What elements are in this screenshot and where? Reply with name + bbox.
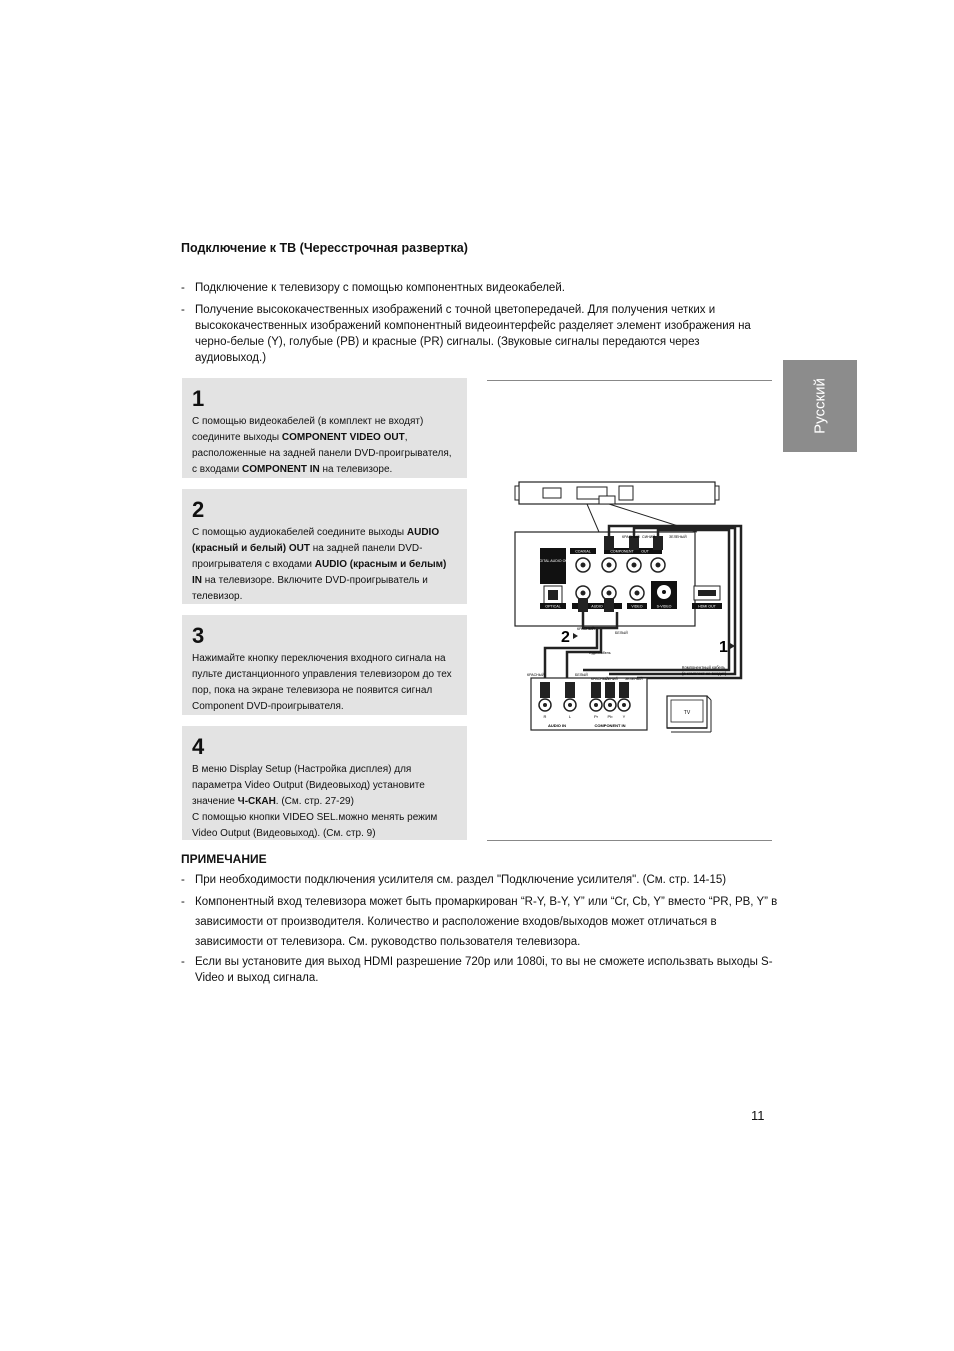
svg-text:AUDIO IN: AUDIO IN: [548, 723, 566, 728]
note-title: ПРИМЕЧАНИЕ: [181, 852, 267, 866]
svg-text:БЕЛЫЙ: БЕЛЫЙ: [615, 631, 628, 635]
svg-text:VIDEO: VIDEO: [631, 604, 643, 609]
svg-text:Компонентный кабель: Компонентный кабель: [682, 665, 726, 670]
svg-text:КРАСНЫЙ: КРАСНЫЙ: [527, 673, 545, 677]
list-item: - Компонентный вход телевизора может быть промаркирован “R-Y, B-Y, Y” или “Cr, Cb, Y” вместо “PR, PB, Y” в зависимости от производителя. Количество и расположение входов/выходов может отличаться в зависимости от телевизора. См. руководство пользователя телевизора.: [181, 896, 778, 948]
list-item: - Если вы установите дия выход HDMI разрешение 720p или 1080i, то вы не сможете использвать выходы S-Video и выход сигнала.: [181, 956, 773, 984]
language-tab: Русский: [783, 360, 857, 452]
svg-text:S-VIDEO: S-VIDEO: [656, 604, 672, 609]
connection-diagram: [487, 470, 772, 745]
svg-text:R: R: [543, 714, 547, 719]
digital-audio-out: [540, 548, 566, 584]
svg-text:COAXIAL: COAXIAL: [575, 549, 591, 554]
svg-text:КРАСНЫЙ: КРАСНЫЙ: [622, 535, 640, 539]
section-title: Подключение к ТВ (Чересстрочная развертка): [181, 241, 468, 255]
svg-text:DIGITAL AUDIO OUT: DIGITAL AUDIO OUT: [535, 559, 571, 563]
svg-text:L: L: [568, 714, 572, 719]
svg-text:Аудиокабель: Аудиокабель: [589, 651, 611, 655]
list-item: - Получение высококачественных изображений с точной цветопередачей. Для получения четких и высококачественных изображений компонентный видеоинтерфейс разделяет элемент изображения на черно-белые (Y), голубые (PB) и красные (PR) сигналы. (Звуковые сигналы передаются через аудиовыход.): [181, 304, 751, 364]
svg-text:COMPONENT: COMPONENT: [610, 549, 634, 554]
step-1: 1 С помощью видеокабелей (в комплект не входят) соедините выходы COMPONENT VIDEO OUT, расположенные на задней панели DVD-проигрывателя, с входами COMPONENT IN на телевизоре.: [182, 378, 467, 478]
svg-text:КРАСНЫЙ: КРАСНЫЙ: [577, 627, 595, 631]
svg-text:Y: Y: [622, 714, 626, 719]
divider-bottom: [487, 840, 772, 841]
step-2: 2 С помощью аудиокабелей соедините выходы AUDIO (красный и белый) OUT на задней панели DVD-проигрывателя с входами AUDIO (красным и белым) IN на телевизоре. Включите DVD-проигрыватель и телевизор.: [182, 489, 467, 604]
step-3-text: Нажимайте кнопку переключения входного сигнала на пульте дистанционного управления телевизором до тех пор, пока на экране телевизора не появится сигнал Component DVD-проигрывателя.: [192, 653, 452, 712]
svg-text:Pr: Pr: [594, 714, 598, 719]
svg-text:(в комплект не входит): (в комплект не входит): [682, 671, 727, 676]
step-marker-1: 1: [719, 639, 728, 656]
svg-text:OPTICAL: OPTICAL: [545, 604, 561, 609]
svg-text:КРАСНЫЙ: КРАСНЫЙ: [591, 677, 609, 681]
step-1-text: С помощью видеокабелей (в комплект не входят) соедините выходы COMPONENT VIDEO OUT, расположенные на задней панели DVD-проигрывателя, с входами COMPONENT IN на телевизоре.: [192, 416, 452, 475]
step-4-text: В меню Display Setup (Настройка дисплея) для параметра Video Output (Видеовыход) установите значение Ч-СКАН. (См. стр. 27-29): [192, 764, 425, 807]
step-2-text: С помощью аудиокабелей соедините выходы AUDIO (красный и белый) OUT на задней панели DVD-проигрывателя с входами AUDIO (красным и белым) IN на телевизоре. Включите DVD-проигрыватель и телевизор.: [192, 527, 447, 602]
svg-text:AUDIO: AUDIO: [591, 604, 603, 609]
svg-text:БЕЛЫЙ: БЕЛЫЙ: [575, 673, 588, 677]
step-4-text-2: С помощью кнопки VIDEO SEL.можно менять режим Video Output (Видеовыход). (См. стр. 9): [192, 812, 438, 839]
svg-text:ЗЕЛЕНЫЙ: ЗЕЛЕНЫЙ: [625, 677, 643, 681]
step-marker-2: 2: [561, 629, 570, 646]
list-item: - Подключение к телевизору с помощью компонентных видеокабелей.: [181, 282, 565, 294]
svg-text:ЗЕЛЕНЫЙ: ЗЕЛЕНЫЙ: [669, 535, 687, 539]
svg-text:OUT: OUT: [641, 549, 649, 554]
note-list: [181, 870, 781, 988]
svg-text:СИНИЙ: СИНИЙ: [642, 535, 655, 539]
list-item: - При необходимости подключения усилителя см. раздел "Подключение усилителя". (См. стр. 14-15): [181, 874, 727, 886]
svg-text:COMPONENT IN: COMPONENT IN: [594, 723, 626, 728]
svg-text:HDMI OUT: HDMI OUT: [698, 604, 716, 609]
intro-bullets: [181, 280, 761, 372]
svg-text:СИНИЙ: СИНИЙ: [605, 677, 618, 681]
page-number: 11: [751, 1108, 765, 1123]
step-4: 4 В меню Display Setup (Настройка дисплея) для параметра Video Output (Видеовыход) установите значение Ч-СКАН. (См. стр. 27-29) С помощью кнопки VIDEO SEL.можно менять режим Video Output (Видеовыход). (См. стр. 9): [182, 726, 467, 840]
divider-top: [487, 380, 772, 381]
svg-text:TV: TV: [683, 710, 691, 716]
step-3: 3 Нажимайте кнопку переключения входного сигнала на пульте дистанционного управления телевизором до тех пор, пока на экране телевизора не появится сигнал Component DVD-проигрывателя.: [182, 615, 467, 715]
svg-text:Pb: Pb: [607, 714, 613, 719]
